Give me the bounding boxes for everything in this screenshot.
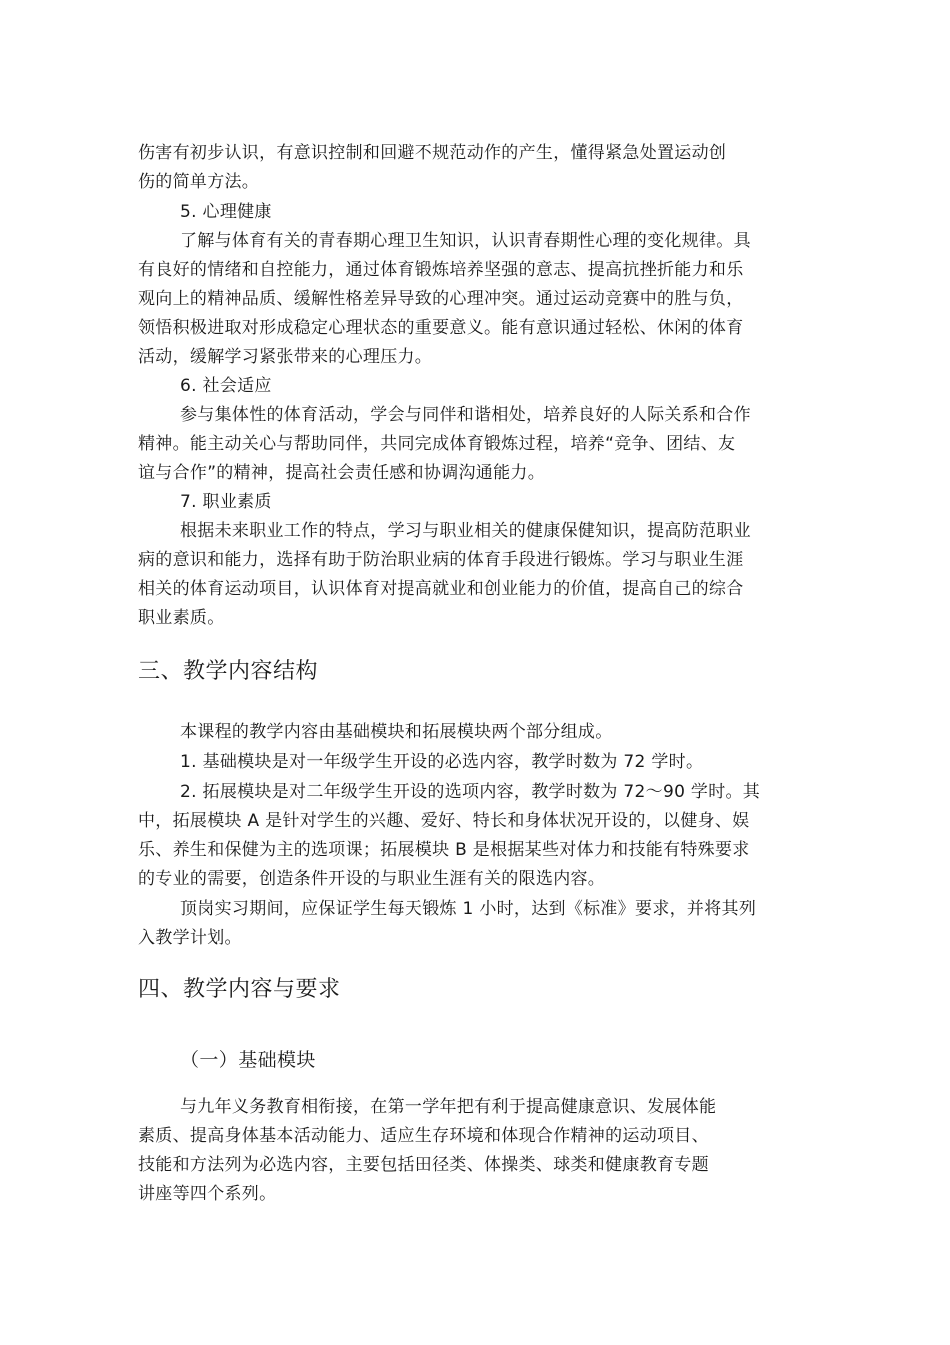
text-line: 精神。能主动关心与帮助同伴，共同完成体育锻炼过程，培养“竞争、团结、友 [138, 434, 736, 454]
text-line: 1. 基础模块是对一年级学生开设的必选内容，教学时数为 72 学时。 [180, 752, 704, 772]
item-heading: 7. 职业素质 [180, 492, 272, 512]
text-line: 病的意识和能力，选择有助于防治职业病的体育手段进行锻炼。学习与职业生涯 [138, 550, 744, 570]
subsection-title: （一）基础模块 [180, 1049, 316, 1071]
text-line: 讲座等四个系列。 [138, 1184, 277, 1204]
text-line: 领悟积极进取对形成稳定心理状态的重要意义。能有意识通过轻松、休闲的体育 [138, 318, 744, 338]
section-title: 三、教学内容结构 [138, 659, 319, 684]
text-line: 伤害有初步认识，有意识控制和回避不规范动作的产生，懂得紧急处置运动创 [138, 143, 727, 163]
text-line: 2. 拓展模块是对二年级学生开设的选项内容，教学时数为 72～90 学时。其 [180, 782, 761, 802]
text-line: 谊与合作”的精神，提高社会责任感和协调沟通能力。 [138, 463, 546, 483]
text-line: 本课程的教学内容由基础模块和拓展模块两个部分组成。 [180, 722, 613, 742]
text-line: 伤的简单方法。 [138, 172, 260, 192]
text-line: 乐、养生和保健为主的选项课；拓展模块 B 是根据某些对体力和技能有特殊要求 [138, 840, 750, 860]
text-line: 素质、提高身体基本活动能力、适应生存环境和体现合作精神的运动项目、 [138, 1126, 709, 1146]
text-line: 入教学计划。 [138, 928, 242, 948]
text-line: 参与集体性的体育活动，学会与同伴和谐相处，培养良好的人际关系和合作 [180, 405, 751, 425]
text-line: 相关的体育运动项目，认识体育对提高就业和创业能力的价值，提高自己的综合 [138, 579, 744, 599]
item-heading: 6. 社会适应 [180, 376, 272, 396]
text-line: 与九年义务教育相衔接，在第一学年把有利于提高健康意识、发展体能 [180, 1097, 717, 1117]
text-line: 中，拓展模块 A 是针对学生的兴趣、爱好、特长和身体状况开设的，以健身、娱 [138, 811, 750, 831]
text-line: 有良好的情绪和自控能力，通过体育锻炼培养坚强的意志、提高抗挫折能力和乐 [138, 260, 744, 280]
text-line: 职业素质。 [138, 608, 225, 628]
text-line: 观向上的精神品质、缓解性格差异导致的心理冲突。通过运动竞赛中的胜与负， [138, 289, 744, 309]
text-line: 活动，缓解学习紧张带来的心理压力。 [138, 347, 433, 367]
text-line: 顶岗实习期间，应保证学生每天锻炼 1 小时，达到《标准》要求，并将其列 [180, 899, 757, 919]
section-title: 四、教学内容与要求 [138, 977, 341, 1002]
text-line: 根据未来职业工作的特点，学习与职业相关的健康保健知识，提高防范职业 [180, 521, 751, 541]
text-line: 了解与体育有关的青春期心理卫生知识，认识青春期性心理的变化规律。具 [180, 231, 751, 251]
text-line: 技能和方法列为必选内容，主要包括田径类、体操类、球类和健康教育专题 [138, 1155, 709, 1175]
item-heading: 5. 心理健康 [180, 202, 272, 222]
text-line: 的专业的需要，创造条件开设的与职业生涯有关的限选内容。 [138, 869, 606, 889]
